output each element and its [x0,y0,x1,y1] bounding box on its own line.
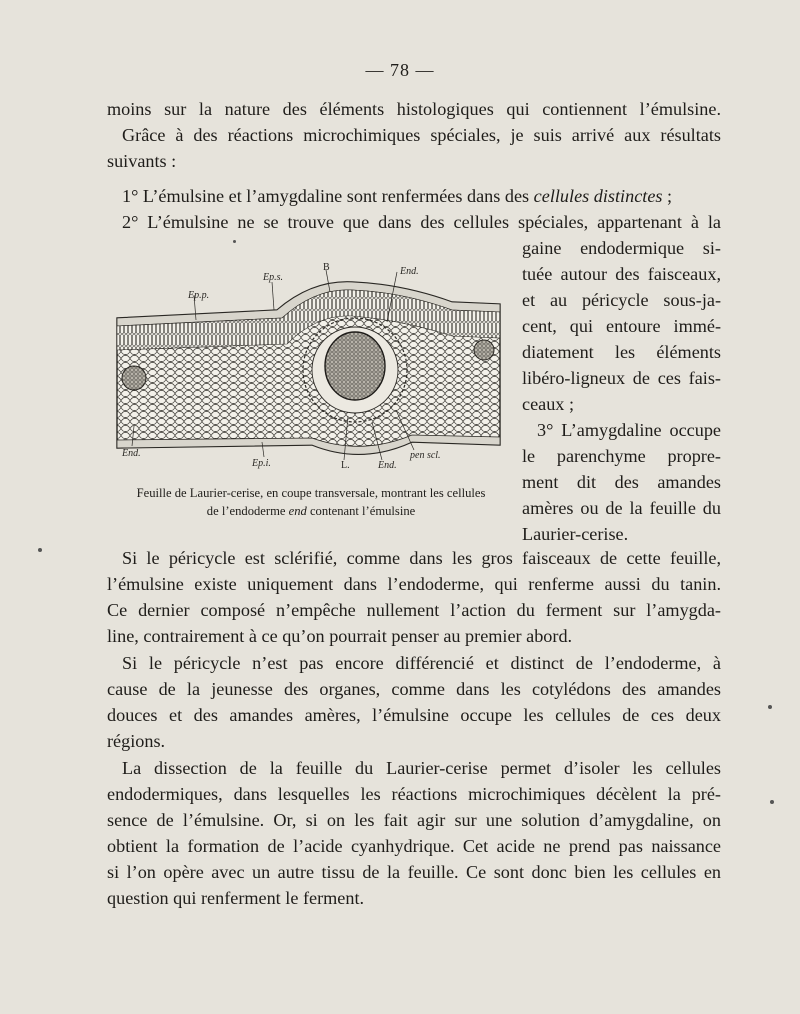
caption-line-2: de l’endoderme end contenant l’émulsine [206,504,416,518]
text-line: Si le péricycle n’est pas encore différencié et distinct de l’endoderme, à [122,653,721,673]
page-speck [38,548,42,552]
page-speck [768,705,772,709]
page-number: — 78 — [365,60,435,80]
label-ep-s: Ep.s. [263,272,283,283]
label-pen-scl: pen scl. [410,450,441,461]
text-line: si l’on opère avec un autre tissu de la feuille. Ce sont donc bien les cellules en [107,862,721,882]
page-speck [233,240,236,243]
label-b: B [323,262,330,273]
text-line: sence de l’émulsine. Or, si on les fait agir sur une solution d’amygdaline, on [107,810,721,830]
wrap-line: diatement les éléments [522,342,721,362]
text-line: suivants : [107,151,177,171]
label-l: L. [341,460,350,471]
label-ep-p: Ep.p. [188,290,210,301]
label-end-top: End. [400,266,419,277]
wrap-line: cent, qui entoure immé- [522,316,721,336]
label-end-left: End. [122,448,141,459]
text-line: Grâce à des réactions microchimiques spéciales, je suis arrivé aux résultats [122,125,721,145]
text-line: Si le péricycle est sclérifié, comme dans les gros faisceaux de cette feuille, [122,548,721,568]
text-line: moins sur la nature des éléments histologiques qui contiennent l’émulsine. [107,99,721,119]
wrap-line: amères ou de la feuille du [522,498,721,518]
text-line: question qui renferment le ferment. [107,888,365,908]
list-item-1-end: ; [662,186,673,206]
text-line: régions. [107,731,166,751]
wrap-line: 3° L’amygdaline occupe [537,420,721,440]
label-ep-i: Ep.i. [252,458,271,469]
small-bundle [122,366,146,390]
list-item-1-emphasis: cellules distinctes [533,186,663,206]
caption-emphasis: end [288,504,307,518]
wrap-line: libéro-ligneux de ces fais- [522,368,721,388]
page-speck [770,800,774,804]
list-item-2: 2° L’émulsine ne se trouve que dans des cellules spéciales, appartenant à la [122,212,721,232]
vascular-bundle [325,332,385,400]
list-item-1-text: 1° L’émulsine et l’amygdaline sont renfermées dans des [122,186,534,206]
wrap-line: tuée autour des faisceaux, [522,264,721,284]
figure-caption [112,484,510,520]
wrap-line: Laurier-cerise. [522,524,629,544]
text-line: cause de la jeunesse des organes, comme dans les cotylédons des amandes [107,679,721,699]
wrap-line: ment dit des amandes [522,472,721,492]
small-bundle [474,340,494,360]
text-line: douces et des amandes amères, l’émulsine occupe les cellules de ces deux [107,705,721,725]
text-line: endodermiques, dans lesquelles les réactions microchimiques décèlent la pré- [107,784,721,804]
wrap-line: ceaux ; [522,394,575,414]
list-item-1 [122,183,672,209]
text-line: Ce dernier composé n’empêche nullement l’action du ferment sur l’amygda- [107,600,721,620]
caption-line-1: Feuille de Laurier-cerise, en coupe transversale, montrant les cellules [136,486,486,500]
wrap-line: le parenchyme propre- [522,446,721,466]
wrap-line: et au péricycle sous-ja- [522,290,721,310]
leaf-cross-section-figure [112,250,510,480]
text-line: La dissection de la feuille du Laurier-cerise permet d’isoler les cellules [122,758,721,778]
label-end-bottom: End. [378,460,397,471]
text-line: line, contrairement à ce qu’on pourrait penser au premier abord. [107,626,573,646]
wrap-line: gaine endodermique si- [522,238,721,258]
text-line: l’émulsine existe uniquement dans l’endoderme, qui renferme aussi du tanin. [107,574,721,594]
text-line: obtient la formation de l’acide cyanhydrique. Cet acide ne prend pas naissance [107,836,721,856]
